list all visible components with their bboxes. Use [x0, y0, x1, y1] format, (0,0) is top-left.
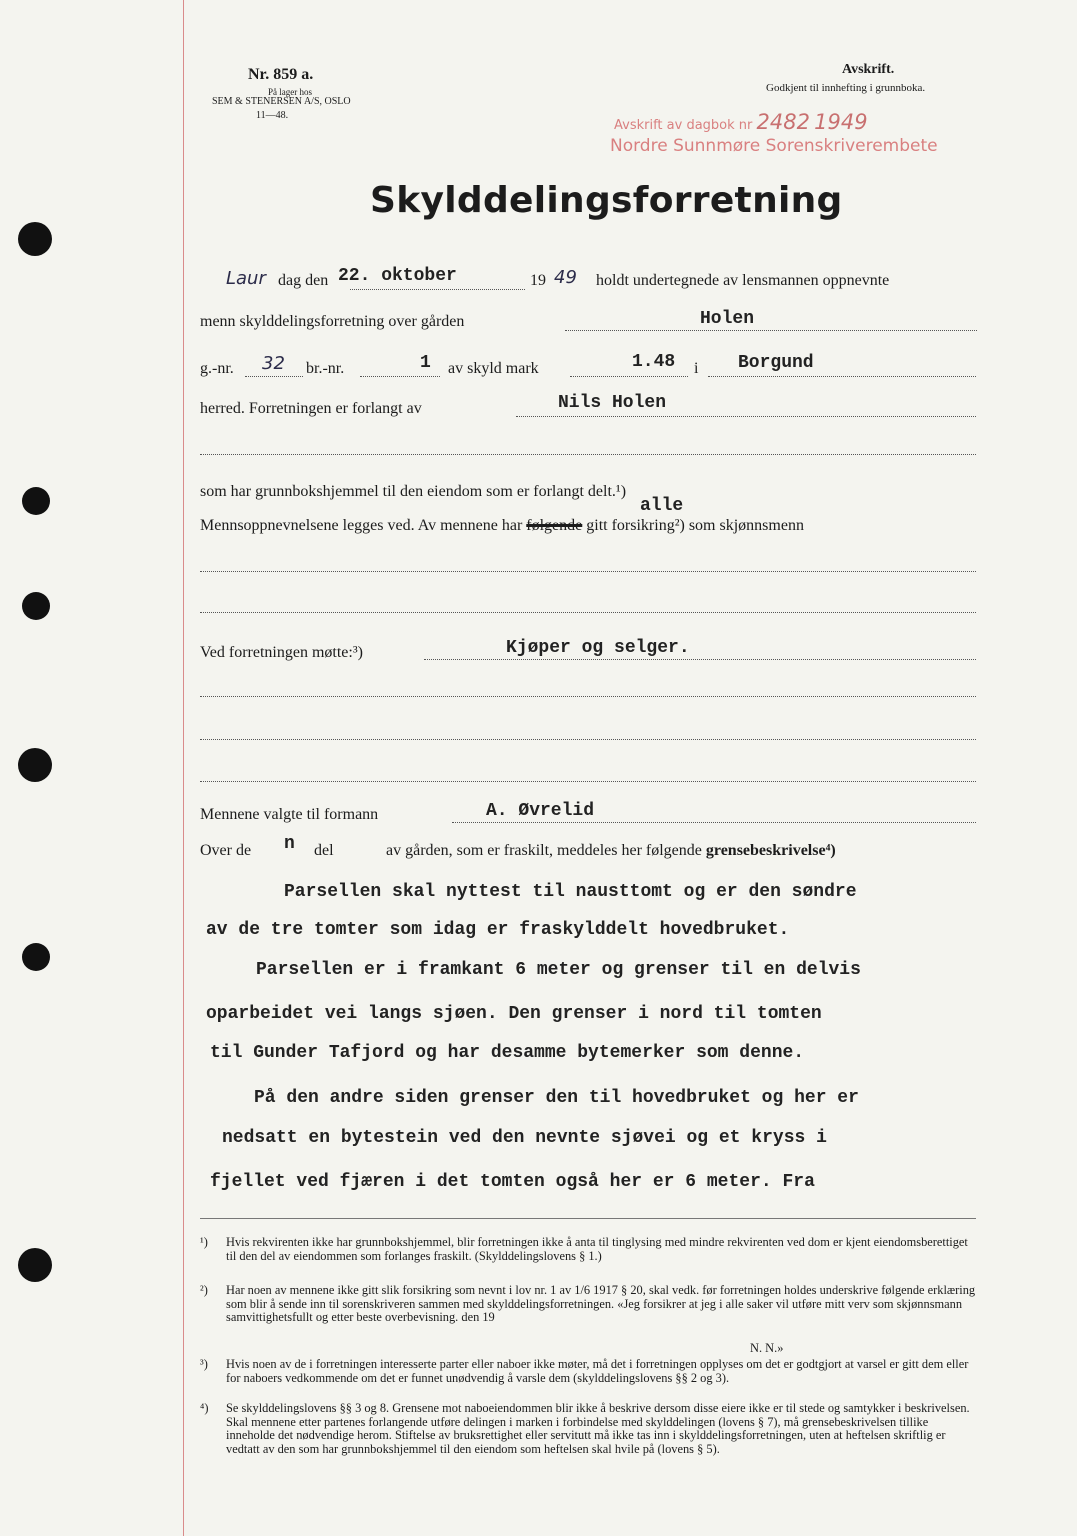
punch-hole	[22, 487, 50, 515]
alle-insert: alle	[640, 496, 684, 516]
description-line: fjellet ved fjæren i det tomten også her er 6 meter. Fra	[210, 1172, 815, 1192]
description-line: til Gunder Tafjord og har desamme bytemerker som denne.	[210, 1043, 805, 1063]
stamp-prefix: Avskrift av dagbok nr	[614, 118, 753, 133]
punch-hole	[22, 592, 50, 620]
punch-hole	[18, 1248, 52, 1282]
footnote-text: Hvis noen av de i forretningen interesserte parter eller naboer ikke møter, må det i forretningen opplyses om det er godtgjort at varsel er gitt dem eller for naboers vedkommende om det er funnet unødvendig å varsle dem (skylddelingslovens §§ 2 og 3).	[226, 1357, 969, 1385]
dag-den-label: dag den	[278, 272, 329, 289]
requested-line	[516, 416, 976, 417]
grense-bold: grensebeskrivelse⁴)	[705, 842, 836, 859]
blank-line	[200, 696, 976, 697]
blank-line	[200, 781, 976, 782]
bnr-value: 1	[420, 353, 431, 373]
punch-hole	[22, 943, 50, 971]
over-rest-text: av gården, som er fraskilt, meddeles her følgende	[386, 842, 702, 859]
dagbok-number: 2482	[756, 110, 810, 134]
del-label: del	[314, 842, 334, 859]
dagbok-stamp	[614, 110, 868, 134]
publisher-line: 11—48.	[256, 110, 289, 121]
publisher-line: På lager hos	[268, 87, 312, 97]
struck-word: følgende	[526, 517, 583, 534]
stamp-office: Nordre Sunnmøre Sorenskriverembete	[610, 136, 938, 156]
formann-line	[452, 822, 976, 823]
holdt-text: holdt undertegnede av lensmannen oppnevnte	[596, 272, 890, 289]
weekday-handwritten: Laur	[226, 268, 266, 289]
over-de-label: Over de	[200, 842, 252, 859]
blank-line	[200, 454, 976, 455]
farm-name: Holen	[700, 309, 755, 329]
line2-label: menn skylddelingsforretning over gården	[200, 313, 465, 330]
description-line: av de tre tomter som idag er fraskylddelt hovedbruket.	[206, 920, 790, 940]
footnote-separator	[200, 1218, 976, 1219]
formann-label: Mennene valgte til formann	[200, 806, 379, 823]
footnote-number: ⁴)	[200, 1401, 209, 1415]
year-prefix: 19	[530, 272, 546, 289]
footnote	[200, 1342, 980, 1356]
bnr-label: br.-nr.	[306, 360, 345, 377]
gnr-label: g.-nr.	[200, 360, 234, 377]
description-line: Parsellen er i framkant 6 meter og grenser til en delvis	[256, 960, 861, 980]
motte-label: Ved forretningen møtte:³)	[200, 644, 363, 661]
motte-line	[424, 659, 976, 660]
i-label: i	[694, 360, 699, 377]
margin-line	[183, 0, 184, 1536]
over-rest	[386, 842, 836, 860]
bnr-line	[360, 376, 440, 377]
menn-line-start: Mennsoppnevnelsene legges ved. Av mennene har	[200, 517, 523, 534]
footnote	[200, 1402, 980, 1482]
gnr-value: 32	[262, 353, 285, 374]
form-number: Nr. 859 a.	[248, 66, 314, 83]
skyld-label: av skyld mark	[448, 360, 539, 377]
menn-line-end: gitt forsikring²) som skjønnsmenn	[586, 517, 804, 534]
footnote-number: ¹)	[200, 1235, 208, 1249]
footnote-number: ²)	[200, 1283, 208, 1297]
grunnbok-line: som har grunnbokshjemmel til den eiendom som er forlangt delt.¹)	[200, 483, 627, 500]
publisher-line: SEM & STENERSEN A/S, OSLO	[212, 96, 351, 107]
blank-line	[200, 739, 976, 740]
motte-value: Kjøper og selger.	[506, 638, 690, 658]
municipality-line	[708, 376, 976, 377]
punch-hole	[18, 748, 52, 782]
gnr-line	[245, 376, 303, 377]
farm-line	[565, 330, 977, 331]
blank-line	[200, 612, 976, 613]
footnote-number: ³)	[200, 1357, 208, 1371]
requested-by: Nils Holen	[558, 393, 667, 413]
skyld-value: 1.48	[632, 352, 676, 372]
description-line: nedsatt en bytestein ved den nevnte sjøvei og et kryss i	[222, 1128, 827, 1148]
footnote-text: Har noen av mennene ikke gitt slik forsikring som nevnt i lov nr. 1 av 1/6 1917 § 20, skal vedk. før forretningen holdes underskrive følgende erklæring som blir å sende inn til sorenskriveren sammen med skylddelingsforretningen. «Jeg forsikrer at jeg i alle saker vil utføre mitt verv som skjønnsmann samvittighetsfullt og etter beste overbevisning. den 19	[226, 1283, 976, 1325]
skyld-line	[570, 376, 688, 377]
over-n: n	[284, 834, 295, 854]
footnote	[200, 1284, 980, 1344]
herred-label: herred. Forretningen er forlangt av	[200, 400, 422, 417]
year-handwritten: 49	[554, 267, 577, 288]
punch-hole	[18, 222, 52, 256]
formann-value: A. Øvrelid	[486, 801, 595, 821]
description-line: Parsellen skal nyttest til nausttomt og er den søndre	[284, 882, 857, 902]
footnote	[200, 1236, 980, 1284]
page-title: Skylddelingsforretning	[370, 180, 843, 221]
menn-line	[200, 517, 804, 535]
footnote	[200, 1358, 980, 1400]
blank-line	[200, 571, 976, 572]
footnote-signature: N. N.»	[750, 1341, 784, 1355]
description-line: oparbeidet vei langs sjøen. Den grenser i nord til tomten	[206, 1004, 822, 1024]
municipality: Borgund	[738, 353, 814, 373]
avskrift-subtitle: Godkjent til innhefting i grunnboka.	[766, 82, 926, 94]
footnote-text: Se skylddelingslovens §§ 3 og 8. Grensene mot naboeiendommen blir ikke å beskrive dersom disse eiere ikke er til stede og samtykker i beskrivelsen. Skal mennene etter partenes forlangende utføre delingen i marken i forbindelse med skylddelingen (lovens § 7), må grensebeskrivelsen tillike inneholde det nødvendige herom. Stiftelse av bruksrettighet eller servitutt må ikke tas inn i skylddelingsforretningen, uten at heftelsen skriftlig er vedtatt av den som har grunnbokshjemmel til den eiendom som heftelsen skal hvile på (lovens § 5).	[226, 1401, 970, 1456]
avskrift-title: Avskrift.	[842, 62, 895, 77]
footnote-text: Hvis rekvirenten ikke har grunnbokshjemmel, blir forretningen ikke å anta til tinglysing med mindre rekvirenten ved dom er kjent eiendomsberettiget til den del av eiendommen som forlanges fraskilt. (Skylddelingslovens § 1.)	[226, 1235, 968, 1263]
description-line: På den andre siden grenser den til hovedbruket og her er	[254, 1088, 859, 1108]
stamp-year: 1949	[814, 110, 868, 134]
date-typed: 22. oktober	[338, 266, 457, 286]
date-line	[350, 289, 525, 290]
